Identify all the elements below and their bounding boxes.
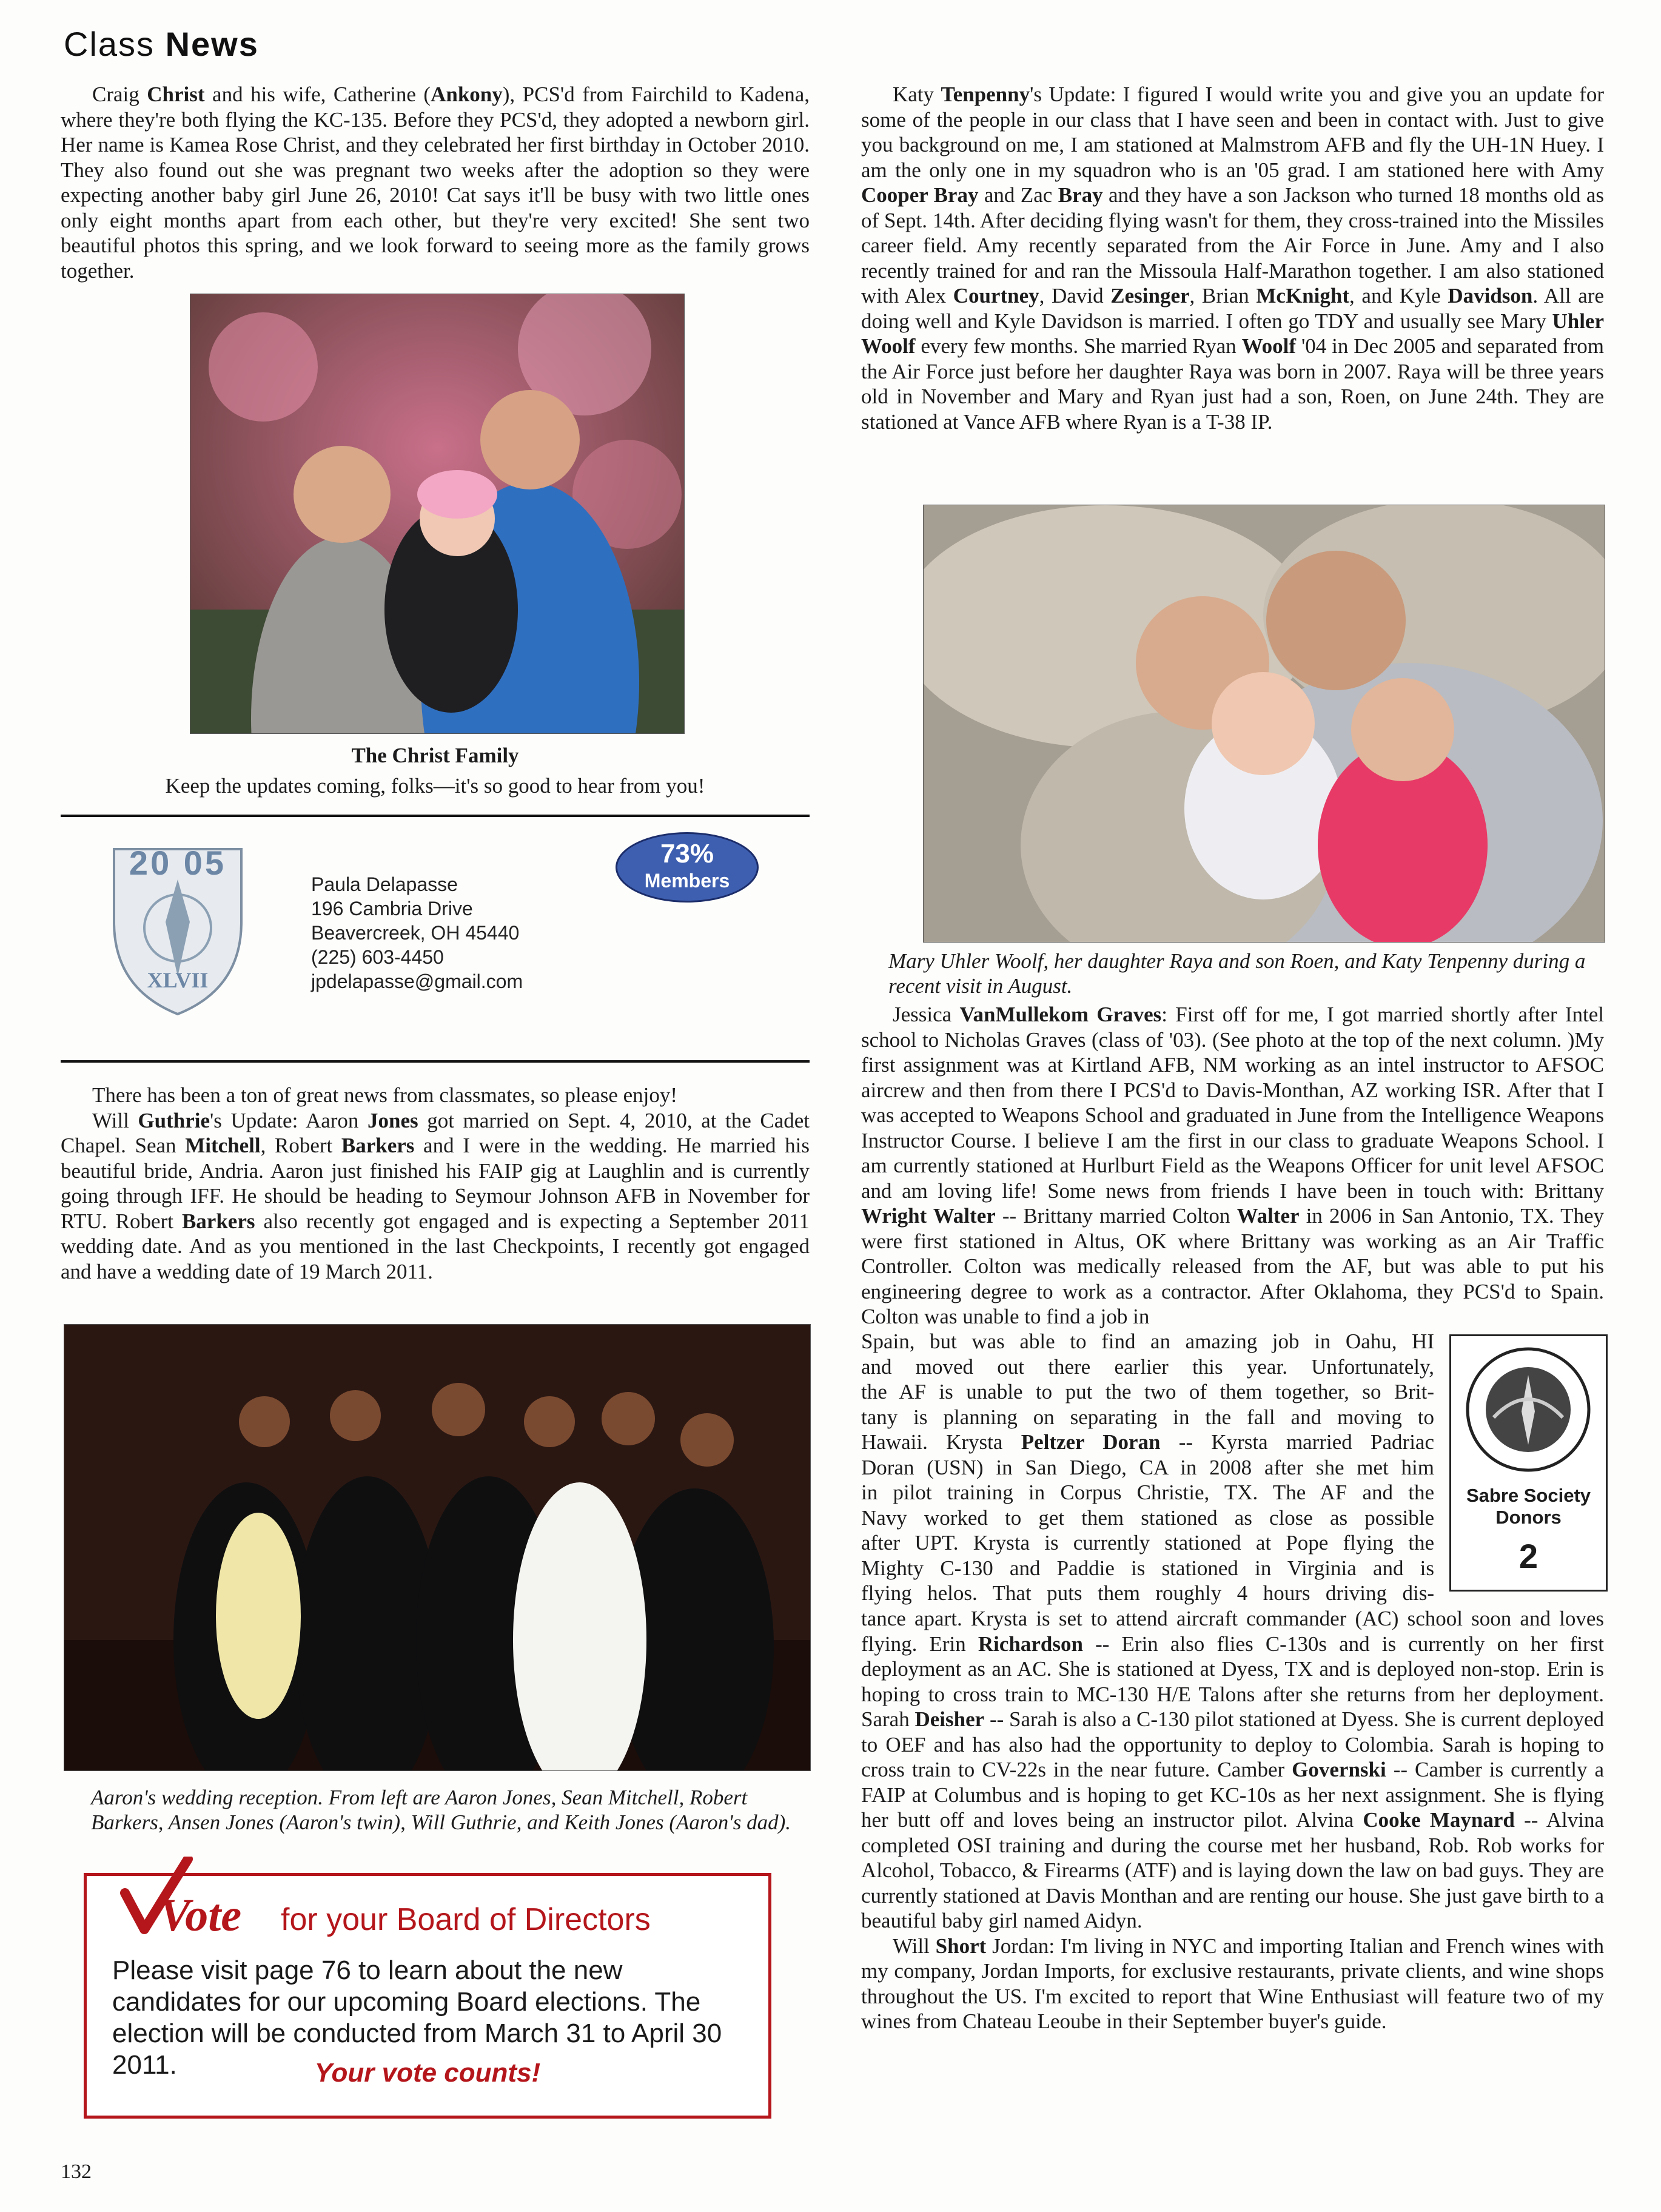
classmate-name: Zesinger bbox=[1110, 284, 1190, 308]
classmate-name: Barkers bbox=[341, 1134, 415, 1157]
wrapped-line: flying helos. That puts them roughly 4 hours driving dis- bbox=[861, 1581, 1434, 1605]
class-contact bbox=[311, 872, 523, 993]
christ-family-image bbox=[190, 294, 684, 733]
short-paragraph: Will Short Jordan: I'm living in NYC and importing Italian and French wines with my company, Jordan Imports, for exclusive restaurants, private clients, and wine shops throughout the US. I'm excited to report that Wine Enthusiast will feature two of my wines from Chateau Leoube in their September buyer's guide. bbox=[861, 1934, 1604, 2033]
divider-top bbox=[61, 815, 810, 817]
class-crest bbox=[102, 837, 253, 1019]
classmate-name: McKnight bbox=[1256, 284, 1349, 308]
contact-phone: (225) 603-4450 bbox=[311, 946, 444, 968]
wrapped-line: Navy worked to get them stationed as close as possible bbox=[861, 1505, 1434, 1530]
guthrie-paragraph: Will Guthrie's Update: Aaron Jones got married on Sept. 4, 2010, at the Cadet Chapel. Sean Mitchell, Robert Barkers and I were in the wedding. He married his beautiful bride, Andria. Aaron just finished his FAIP gig at Laughlin and is currently going through IFF. He should be heading to Seymour Johnson AFB in November for RTU. Robert Barkers also recently got engaged and is expecting a September 2011 wedding date. And as you mentioned in the last Checkpoints, I recently got engaged and have a wedding date of 19 March 2011. bbox=[61, 1108, 810, 1283]
sabre-title: Sabre Society Donors bbox=[1466, 1485, 1591, 1528]
wrapped-line: Hawaii. Krysta Peltzer Doran -- Kyrsta married Padriac bbox=[861, 1430, 1435, 1454]
graves-update bbox=[861, 1002, 1604, 1330]
classmate-name: Wright Walter bbox=[861, 1204, 996, 1228]
classmate-name: Cooper Bray bbox=[861, 183, 979, 207]
crest-year: 20 05 bbox=[129, 844, 227, 882]
classmate-name: Jones bbox=[367, 1108, 418, 1132]
classmate-name: Governski bbox=[1292, 1758, 1386, 1781]
christ-paragraph: Craig Christ and his wife, Catherine (Ankony), PCS'd from Fairchild to Kadena, where they're both flying the KC-135. Before they PCS'd, they adopted a newborn girl. Her name is Kamea Rose Christ, and they celebrated her first birthday in October 2010. They also found out she was pregnant two weeks after the adoption so they were expecting another baby girl June 26, 2010! Cat says it'll be busy with two little ones only eight months apart from each other, but they're very excited! She sent two beautiful photos this spring, and we look forward to seeing more as the family grows together. bbox=[61, 82, 810, 283]
guthrie-update bbox=[61, 1083, 810, 1284]
woolf-photo-caption: Mary Uhler Woolf, her daughter Raya and son Roen, and Katy Tenpenny during a recent visit in August. bbox=[888, 949, 1586, 998]
woolf-tenpenny-photo bbox=[923, 505, 1605, 943]
classmate-name: Mitchell bbox=[185, 1134, 261, 1157]
classmate-name: Courtney bbox=[953, 284, 1039, 308]
classmate-name: VanMullekom Graves bbox=[959, 1003, 1162, 1026]
vote-big-word: Vote bbox=[159, 1890, 242, 1941]
wedding-photo-caption: Aaron's wedding reception. From left are Aaron Jones, Sean Mitchell, Robert Barkers, Ansen Jones (Aaron's twin), Will Guthrie, and Keith Jones (Aaron's dad). bbox=[91, 1786, 791, 1834]
section-title-word2: News bbox=[165, 25, 259, 63]
sabre-society-box bbox=[1449, 1334, 1608, 1592]
wrapped-line: Doran (USN) in San Diego, CA in 2008 after she met him bbox=[861, 1455, 1434, 1479]
wedding-image bbox=[64, 1325, 810, 1770]
wrapped-line: the AF is unable to put the two of them together, so Brit- bbox=[861, 1380, 1434, 1404]
classmate-name: Barkers bbox=[181, 1209, 255, 1233]
continuing-paragraph: tance apart. Krysta is set to attend aircraft commander (AC) school soon and loves flying. Erin Richardson -- Erin also flies C-130s and is currently on her first deployment as an AC. She is stationed at Dyess, TX and is deployed non-stop. Erin is hoping to cross train to MC-130 H/E Talons after she returns from her deployment. Sarah Deisher -- Sarah is also a C-130 pilot stationed at Dyess. She is current deployed to OEF and has also had the opportunity to deploy to Colombia. Sarah is hoping to cross train to CV-22s in the near future. Camber Governski -- Camber is currently a FAIP at Columbus and is hoping to get KC-10s as her next assignment. She is flying her butt off and loves being an instructor pilot. Alvina Cooke Maynard -- Alvina completed OSI training and during the course met her husband, Rob. Rob works for Alcohol, Tobacco, & Firearms (ATF) and is laying down the law on bad guys. They are currently stationed at Davis Monthan and are renting our house. She just gave birth to a beautiful baby girl named Aidyn. bbox=[861, 1607, 1604, 1932]
section-title-word1: Class bbox=[64, 25, 155, 63]
contact-name: Paula Delapasse bbox=[311, 873, 458, 895]
classmate-name: Short bbox=[935, 1934, 987, 1958]
classmate-name: Cooke Maynard bbox=[1363, 1808, 1515, 1832]
intro-paragraph: There has been a ton of great news from classmates, so please enjoy! bbox=[92, 1083, 678, 1107]
wrapped-line: after UPT. Krysta is currently stationed at Pope flying the bbox=[861, 1531, 1434, 1555]
tenpenny-paragraph: Katy Tenpenny's Update: I figured I would write you and give you an update for some of the people in our class that I have seen and been in contact with. Just to give you background on me, I am stationed at Malmstrom AFB and fly the UH-1N Huey. I am the only one in my squadron who is an '05 grad. I am stationed here with Amy Cooper Bray and Zac Bray and they have a son Jackson who turned 18 months old as of Sept. 14th. After deciding flying wasn't for them, they cross-trained into the Missiles career field. Amy recently separated from the Air Force in June. Amy and I also recently trained for and ran the Missoula Half-Marathon together. I am also stationed with Alex Courtney, David Zesinger, Brian McKnight, and Kyle Davidson. All are doing well and Kyle Davidson is married. I often go TDY and usually see Mary Uhler Woolf every few months. She married Ryan Woolf '04 in Dec 2005 and separated from the Air Force just before her daughter Raya was born in 2007. Raya will be three years old in November and Mary and Ryan just had a son, Roen, on June 24th. They are stationed at Vance AFB where Ryan is a T-38 IP. bbox=[861, 82, 1605, 434]
section-title bbox=[64, 24, 259, 64]
crest-numeral: XLVII bbox=[147, 968, 209, 992]
vote-box bbox=[84, 1873, 771, 2119]
classmate-name: Woolf bbox=[1241, 334, 1297, 358]
classmate-name: Ankony bbox=[431, 82, 503, 106]
classmate-name: Bray bbox=[1058, 183, 1103, 207]
classmate-name: Guthrie bbox=[138, 1108, 210, 1132]
divider-bottom bbox=[61, 1060, 810, 1063]
wrapped-line: Mighty C-130 and Paddie is stationed in Virginia and is bbox=[861, 1556, 1434, 1580]
graves-paragraph: Jessica VanMullekom Graves: First off for me, I got married shortly after Intel school to Nicholas Graves (class of '03). (See photo at the top of the next column. )My first assignment was at Kirtland AFB, NM working as an intel instructor to AFSOC aircrew and then from there I PCS'd to Davis-Monthan, AZ working ISR. After that I was accepted to Weapons School and graduated in June from the Intelligence Weapons Instructor Course. I believe I am the first in our class to graduate Weapons School. I am currently stationed at Hurlburt Field as the Weapons Officer for unit level AFSOC and am loving life! Some news from friends I have been in touch with: Brittany Wright Walter -- Brittany married Colton Walter in 2006 in San Antonio, TX. They were first stationed in Altus, OK where Brittany was working as an Air Traffic Controller. Colton was medically released from the AF, but was able to put his engineering degree to work as a contractor. After Oklahoma, they PCS'd to Spain. Colton was unable to find a job in bbox=[861, 1003, 1605, 1328]
classmate-name: Christ bbox=[147, 82, 205, 106]
vote-tagline: Your vote counts! bbox=[314, 2058, 541, 2088]
classmate-name: Walter bbox=[1237, 1204, 1300, 1228]
wrapped-line: and moved out there earlier this year. Unfortunately, bbox=[861, 1354, 1434, 1379]
classmate-name: Tenpenny bbox=[941, 82, 1030, 106]
vote-headline: for your Board of Directors bbox=[281, 1902, 651, 1937]
membership-badge bbox=[616, 832, 759, 903]
classmate-name: Deisher bbox=[914, 1707, 985, 1731]
classmate-name: Davidson bbox=[1448, 284, 1533, 308]
tenpenny-update bbox=[861, 82, 1604, 434]
membership-label: Members bbox=[644, 870, 730, 892]
christ-photo-caption: The Christ Family bbox=[351, 744, 519, 767]
contact-email[interactable]: jpdelapasse@gmail.com bbox=[311, 970, 523, 992]
wrapped-line: in pilot training in Corpus Christie, TX. The AF and the bbox=[861, 1481, 1434, 1504]
christ-update bbox=[61, 82, 810, 283]
sabre-count: 2 bbox=[1518, 1537, 1539, 1575]
classmate-name: Uhler Woolf bbox=[861, 309, 1604, 358]
classmate-name: Richardson bbox=[978, 1632, 1083, 1656]
wedding-photo bbox=[64, 1324, 811, 1771]
contact-street: 196 Cambria Drive bbox=[311, 898, 473, 919]
page-number: 132 bbox=[61, 2160, 92, 2183]
wrapped-line: tany is planning on separating in the fall and moving to bbox=[861, 1405, 1434, 1429]
woolf-tenpenny-image bbox=[924, 505, 1605, 942]
continuing-update bbox=[861, 1606, 1604, 2034]
vote-body: Please visit page 76 to learn about the new candidates for our upcoming Board elections. The election will be conducted from March 31 to April 30 2011. bbox=[112, 1955, 722, 2080]
contact-city: Beavercreek, OH 45440 bbox=[311, 922, 520, 944]
sabre-society-seal-icon bbox=[1463, 1345, 1594, 1475]
closing-line: Keep the updates coming, folks—it's so good to hear from you! bbox=[165, 774, 705, 798]
wrapped-line: Spain, but was able to find an amazing job in Oahu, HI bbox=[861, 1330, 1434, 1353]
classmate-name: Peltzer Doran bbox=[1021, 1430, 1161, 1454]
christ-family-photo bbox=[190, 294, 685, 734]
wrapped-lines bbox=[861, 1329, 1434, 1606]
membership-percent: 73% bbox=[660, 839, 714, 869]
